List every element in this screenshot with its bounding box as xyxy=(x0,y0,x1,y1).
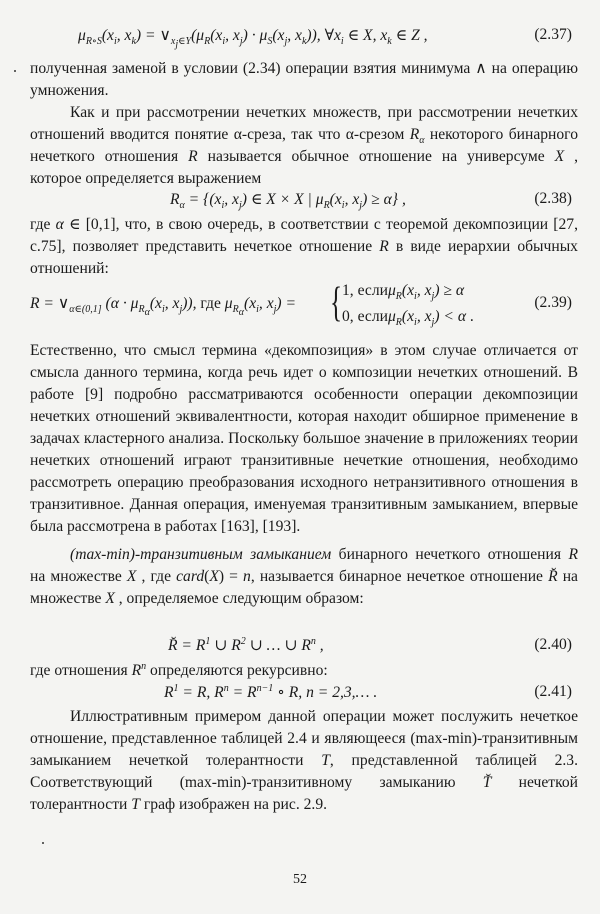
paragraph-1: полученная заменой в условии (2.34) операции взятия минимума ∧ на операцию умножения. xyxy=(30,60,578,99)
equation-2-39-case-2: 0, $если\mu_R(x_i$, $x_j) < \alpha$ . xyxy=(342,308,474,329)
scan-speck xyxy=(42,842,44,844)
equation-number-2-37: (2.37) xyxy=(534,26,572,43)
equation-2-41: $R^1 = R$, $R^n = R^{n-1}$ ∘ R, n = 2,3,… . xyxy=(164,682,378,701)
equation-2-40: R̆ = $R^1$ ∪ $R^2$ ∪ … ∪ $R^n$ , xyxy=(168,635,324,654)
equation-number-2-40: (2.40) xyxy=(534,636,572,653)
cases-brace: { xyxy=(330,280,343,326)
equation-2-37: $\mu_{R\circ S}(x_i$, $x_k$) = $\vee_{x_j\in Y}(\mu_R(x_i$, $x_j) \cdot \mu_S(x_j$, $x_k$)), $\forall x_i$ ∈ X, $x_k$ ∈ Z , xyxy=(78,27,428,51)
equation-2-38: $R_\alpha = \{(x_i$, $x_j$) ∈ X × X | $\mu_R(x_i$, $x_j) \ge \alpha$} , xyxy=(170,191,406,212)
equation-2-39-case-1: 1, $если\mu_R(x_i$, $x_j) \ge \alpha$ xyxy=(342,282,465,303)
page-number: 52 xyxy=(293,872,307,887)
equation-number-2-41: (2.41) xyxy=(534,683,572,700)
equation-number-2-38: (2.38) xyxy=(534,190,572,207)
paragraph-4: Естественно, что смысл термина «декомпозиция» в этом случае отличается от смысла данного термина, когда речь идет о композиции нечетких отношений. В работе [9] подробно рассматриваются особенности операции декомпозиции нечетких отношений эквивалентности, которая находит обширное применение в задачах кластерного анализа. Поскольку большое значение в приложениях теории нечетких отношений играют транзитивные нечеткие отношения, необходимо рассмотреть операцию преобразования исходного нетранзитивного отношения в транзитивное. Данная операция, именуемая транзитивным замыканием, впервые была рассмотрена в работах [163], [193]. xyxy=(30,342,578,535)
paragraph-3: где α ∈ [0,1], что, в свою очередь, в соответствии с теоремой декомпозиции [27, с.75], позволяет представить нечеткое отношение R в виде иерархии обычных отношений: xyxy=(30,216,578,277)
paragraph-5: (max-min)-транзитивным замыканием бинарного нечеткого отношения R на множестве X , где card(X) = n, называется бинарное нечеткое отношение R̆ на множестве X , определяемое следующим образом: xyxy=(30,546,578,607)
equation-2-39: $R = \vee_{\alpha\in(0,1]}$ ($\alpha \cdot \mu_{R_\alpha}(x_i$, $x_j$)), где $\mu_{R_\alpha}(x_i$, $x_j$) = xyxy=(30,295,297,319)
paragraph-7: Иллюстративным примером данной операции может послужить нечеткое отношение, представленное таблицей 2.4 и являющееся (max-min)-транзитивным замыканием нечеткой толерантности T, представленной таблицей 2.3. Соответствующий (max-min)-транзитивному замыканию T̆ нечеткой толерантности T граф изображен на рис. 2.9. xyxy=(30,708,579,813)
scan-speck xyxy=(14,70,16,72)
paragraph-2: Как и при рассмотрении нечетких множеств, при рассмотрении нечетких отношений вводится понятие α-среза, так что α-срезом $R_\alpha$ некоторого бинарного нечеткого отношения R называется обычное отношение на универсуме X , которое определяется выражением xyxy=(30,104,579,187)
paragraph-6: где отношения $R^n$ определяются рекурсивно: xyxy=(30,660,328,679)
equation-number-2-39: (2.39) xyxy=(534,294,572,311)
